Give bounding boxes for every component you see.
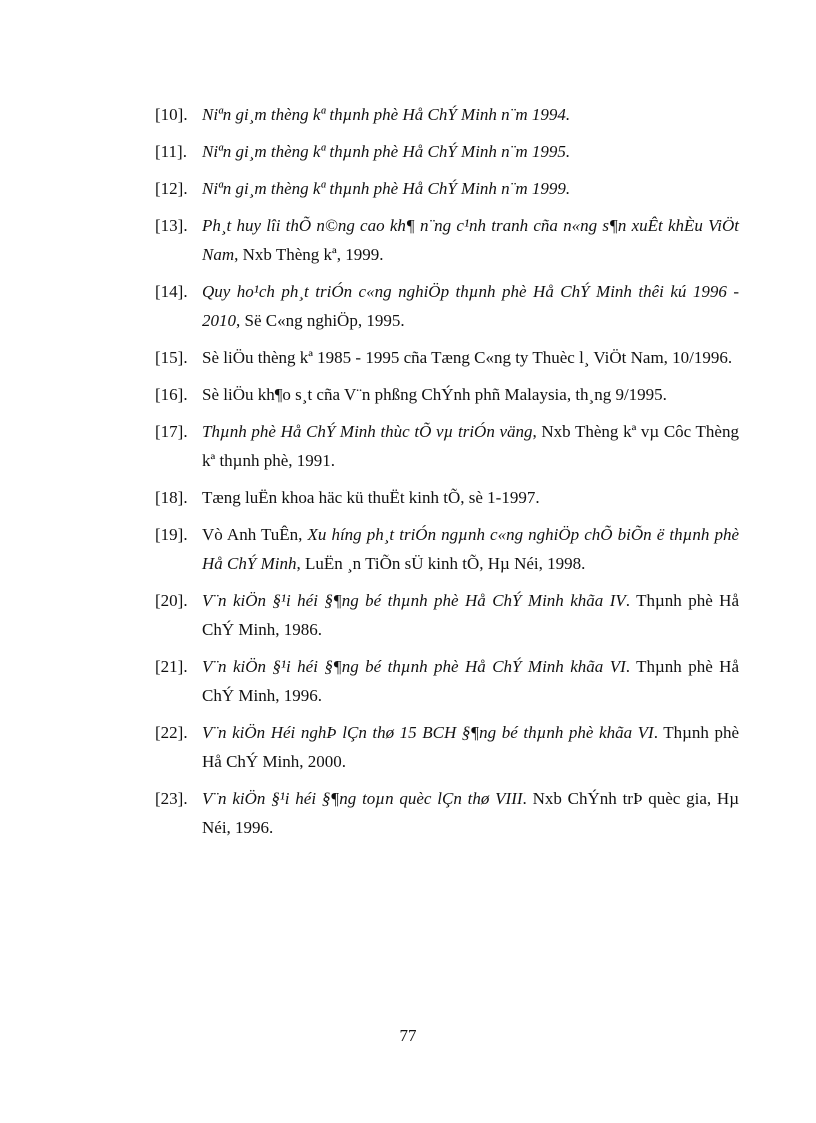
reference-details: . Thµnh phè Hå ChÝ Minh, 2000. [202,723,739,771]
reference-title: V¨n kiÖn §¹i héi §¶ng toµn quèc lÇn thø VIII [202,789,523,808]
reference-text [202,343,739,372]
reference-title: Quy ho¹ch ph¸t triÓn c«ng nghiÖp thµnh phè Hå ChÝ Minh thêi kú 1996 - 2010 [202,282,739,330]
reference-text [202,277,739,335]
reference-number: [17]. [155,422,188,441]
reference-text [202,174,739,203]
reference-number: [13]. [155,216,188,235]
reference-number: [12]. [155,179,188,198]
reference-title: V¨n kiÖn §¹i héi §¶ng bé thµnh phè Hå ChÝ Minh khãa VI [202,657,626,676]
reference-entry [155,483,739,512]
reference-entry [155,343,739,372]
reference-title: Xu híng ph¸t triÓn ngµnh c«ng nghiÖp chÕ biÕn ë thµnh phè Hå ChÝ Minh [202,525,739,573]
reference-entry [155,100,739,129]
reference-title: Niªn gi¸m thèng kª thµnh phè Hå ChÝ Minh n¨m 1995. [202,142,571,161]
reference-text [202,211,739,269]
reference-details: , Nxb Thèng kª vµ Côc Thèng kª thµnh phè, 1991. [202,422,739,470]
reference-text [202,586,739,644]
reference-list [155,100,739,850]
page-number: 77 [399,1026,417,1045]
reference-text [202,137,739,166]
reference-title: V¨n kiÖn Héi nghÞ lÇn thø 15 BCH §¶ng bé thµnh phè khãa VI [202,723,654,742]
reference-details: , LuËn ¸n TiÕn sÜ kinh tÕ, Hµ Néi, 1998. [296,554,586,573]
reference-text [202,718,739,776]
reference-number: [10]. [155,105,188,124]
reference-number: [19]. [155,525,188,544]
reference-entry [155,277,739,335]
reference-text [202,784,739,842]
reference-text [202,520,739,578]
reference-number: [22]. [155,723,188,742]
reference-entry [155,718,739,776]
reference-text [202,380,739,409]
reference-details: . Thµnh phè Hå ChÝ Minh, 1986. [202,591,739,639]
reference-number: [20]. [155,591,188,610]
reference-details: . Thµnh phè Hå ChÝ Minh, 1996. [202,657,739,705]
reference-number: [11]. [155,142,187,161]
reference-number: [18]. [155,488,188,507]
reference-entry [155,652,739,710]
reference-entry [155,174,739,203]
reference-details: , Së C«ng nghiÖp, 1995. [236,311,405,330]
reference-entry [155,417,739,475]
reference-details: , Nxb Thèng kª, 1999. [234,245,384,264]
reference-title: Thµnh phè Hå ChÝ Minh thùc tÕ vµ triÓn väng [202,422,533,441]
reference-details: Sè liÖu thèng kª 1985 - 1995 cña Tæng C«ng ty Thuèc l¸ ViÖt Nam, 10/1996. [202,348,733,367]
reference-title: Niªn gi¸m thèng kª thµnh phè Hå ChÝ Minh n¨m 1999. [202,179,571,198]
reference-text [202,652,739,710]
reference-number: [21]. [155,657,188,676]
reference-title: Ph¸t huy lîi thÕ n©ng cao kh¶ n¨ng c¹nh tranh cña n«ng s¶n xuÊt khÈu ViÖt Nam [202,216,739,264]
reference-author: Vò Anh TuÊn, [202,525,308,544]
reference-number: [23]. [155,789,188,808]
reference-number: [14]. [155,282,188,301]
reference-title: V¨n kiÖn §¹i héi §¶ng bé thµnh phè Hå ChÝ Minh khãa IV [202,591,626,610]
reference-entry [155,520,739,578]
reference-entry [155,380,739,409]
reference-entry [155,586,739,644]
reference-number: [15]. [155,348,188,367]
reference-text [202,417,739,475]
reference-details: Tæng luËn khoa häc kü thuËt kinh tÕ, sè 1-1997. [202,488,540,507]
reference-entry [155,784,739,842]
reference-details: . Nxb ChÝnh trÞ quèc gia, Hµ Néi, 1996. [202,789,739,837]
reference-text [202,100,739,129]
reference-number: [16]. [155,385,188,404]
reference-entry [155,137,739,166]
reference-details: Sè liÖu kh¶o s¸t cña V¨n phßng ChÝnh phñ Malaysia, th¸ng 9/1995. [202,385,667,404]
reference-text [202,483,739,512]
reference-entry [155,211,739,269]
reference-title: Niªn gi¸m thèng kª thµnh phè Hå ChÝ Minh n¨m 1994. [202,105,571,124]
